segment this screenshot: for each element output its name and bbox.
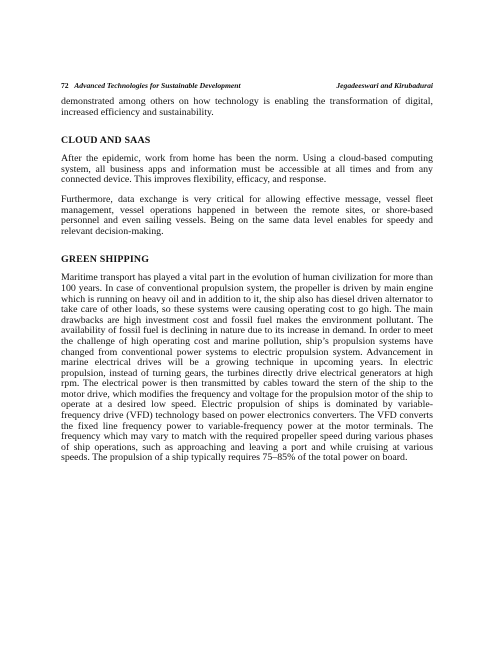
page-number: 72	[61, 81, 69, 90]
section-heading-green-shipping: GREEN SHIPPING	[61, 254, 150, 266]
chapter-authors: Jegadeeswari and Kirubadurai	[336, 81, 433, 90]
intro-paragraph: demonstrated among others on how technology is enabling the transformation of digital, increased efficiency and sustainability.	[61, 96, 433, 118]
cloud-paragraph-1: After the epidemic, work from home has been the norm. Using a cloud-based computing system, all business apps and information must be accessible at all times and from any connected device. This improves flexibility, efficacy, and response.	[61, 153, 433, 186]
cloud-paragraph-2: Furthermore, data exchange is very critical for allowing effective message, vessel fleet management, vessel operations happened in between the remote sites, or shore-based personnel and even sailing vessels. Being on the same data level enables for speedy and relevant decision-making.	[61, 193, 433, 237]
section-heading-cloud-saas: CLOUD AND SAAS	[61, 135, 151, 147]
page-body	[61, 97, 433, 464]
green-shipping-paragraph: Maritime transport has played a vital part in the evolution of human civilization for more than 100 years. In case of conventional propulsion system, the propeller is driven by main engine which is running on heavy oil and in addition to it, the ship also has diesel driven alternator to take care of other loads, so these systems were causing operating cost to go high. The main drawbacks are high investment cost and fossil fuel makes the environment pollutant. The availability of fossil fuel is declining in nature due to its increase in demand. In order to meet the challenge of high operating cost and marine pollution, ship’s propulsion systems have changed from conventional power systems to electric propulsion system. Advancement in marine electrical drives will be a growing technique in upcoming years. In electric propulsion, instead of turning gears, the turbines directly drive electrical generators at high rpm. The electrical power is then transmitted by cables toward the stern of the ship to the motor drive, which modifies the frequency and voltage for the propulsion motor of the ship to operate at a desired low speed. Electric propulsion of ships is dominated by variable-frequency drive (VFD) technology based on power electronics converters. The VFD converts the fixed line frequency power to variable-frequency power at the motor terminals. The frequency which may vary to match with the required propeller speed during various phases of ship operations, such as approaching and leaving a port and while cruising at various speeds. The propulsion of a ship typically requires 75–85% of the total power on board.	[61, 272, 433, 464]
book-title: Advanced Technologies for Sustainable Development	[74, 81, 241, 90]
running-header	[61, 81, 433, 91]
